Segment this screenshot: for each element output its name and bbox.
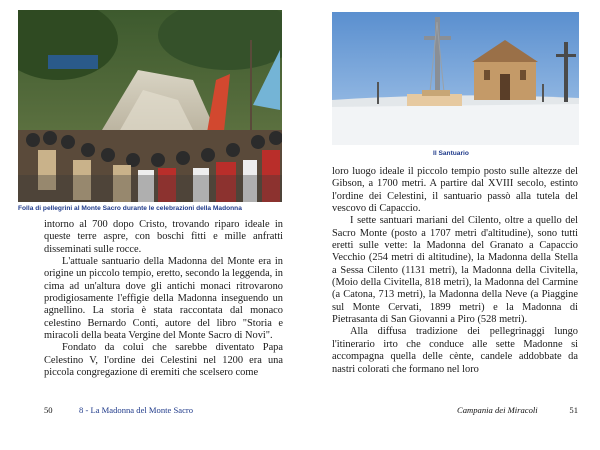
- right-paragraph-2: I sette santuari mariani del Cilento, oltre a quello del Sacro Monte (posto a 1707 metri d'altitudine), sono tutti eretti sulle vette: la Madonna del Granato a Capaccio Vecchio (254 metri di altitudine), la Madonna della Stella a Sessa Cilento (1131 metri), la Madonna della Civitella, (Moio della Civitella, 818 metri), la Madonna del Carmine (a Catona, 713 metri), la Madonna della Neve (a Piaggine sul Monte Cervati, 1899 metri) e la Madonna di Pietrasanta di San Giovanni a Piro (528 metri).: [332, 215, 578, 326]
- sanctuary-photo: [332, 12, 579, 145]
- left-paragraph-2: L'attuale santuario della Madonna del Monte era in origine un piccolo tempio, eretto, secondo la leggenda, in cima ad un'altura dove gli antichi monaci ritrovarono prodigiosamente l'effigie della Madonna inseguendo un agnellino. La storia è stata raccontata dal monaco celestino Bernardo Conti, autore del libro "Storia e miracoli della beata Vergine del Monte Sacro di Novi".: [44, 256, 283, 342]
- left-paragraph-1: intorno al 700 dopo Cristo, trovando riparo ideale in queste terre aspre, con boschi fitti e mille anfratti disseminati sulle rocce.: [44, 219, 283, 255]
- right-photo-caption: Il Santuario: [433, 150, 469, 157]
- left-body-text: [44, 219, 283, 379]
- right-paragraph-3: Alla diffusa tradizione dei pellegrinaggi lungo l'itinerario irto che conduce alle sette Madonne si accompagna quella delle cènte, candele addobbate da nastri colorati che formano nel loro: [332, 326, 578, 375]
- left-footer: [44, 405, 284, 415]
- right-body-text: [332, 166, 578, 376]
- pilgrims-crowd-photo: [18, 10, 282, 202]
- left-page-number: 50: [44, 405, 53, 415]
- left-paragraph-3: Fondato da colui che sarebbe diventato Papa Celestino V, l'ordine dei Celestini nel 1200 era una piccola congregazione di eremiti che scelsero come: [44, 342, 283, 379]
- right-page: [300, 0, 600, 450]
- book-title: Campania dei Miracoli: [457, 405, 538, 415]
- right-paragraph-1: loro luogo ideale il piccolo tempio posto sulle altezze del Gibson, a 1700 metri. A partire dal XVIII secolo, estinto l'ordine dei Celestini, il santuario passò alla tutela del vescovo di Capaccio.: [332, 166, 578, 215]
- chapter-title: 8 - La Madonna del Monte Sacro: [79, 405, 194, 415]
- left-photo-caption: Folla di pellegrini al Monte Sacro durante le celebrazioni della Madonna: [18, 205, 242, 212]
- right-page-number: 51: [569, 405, 578, 415]
